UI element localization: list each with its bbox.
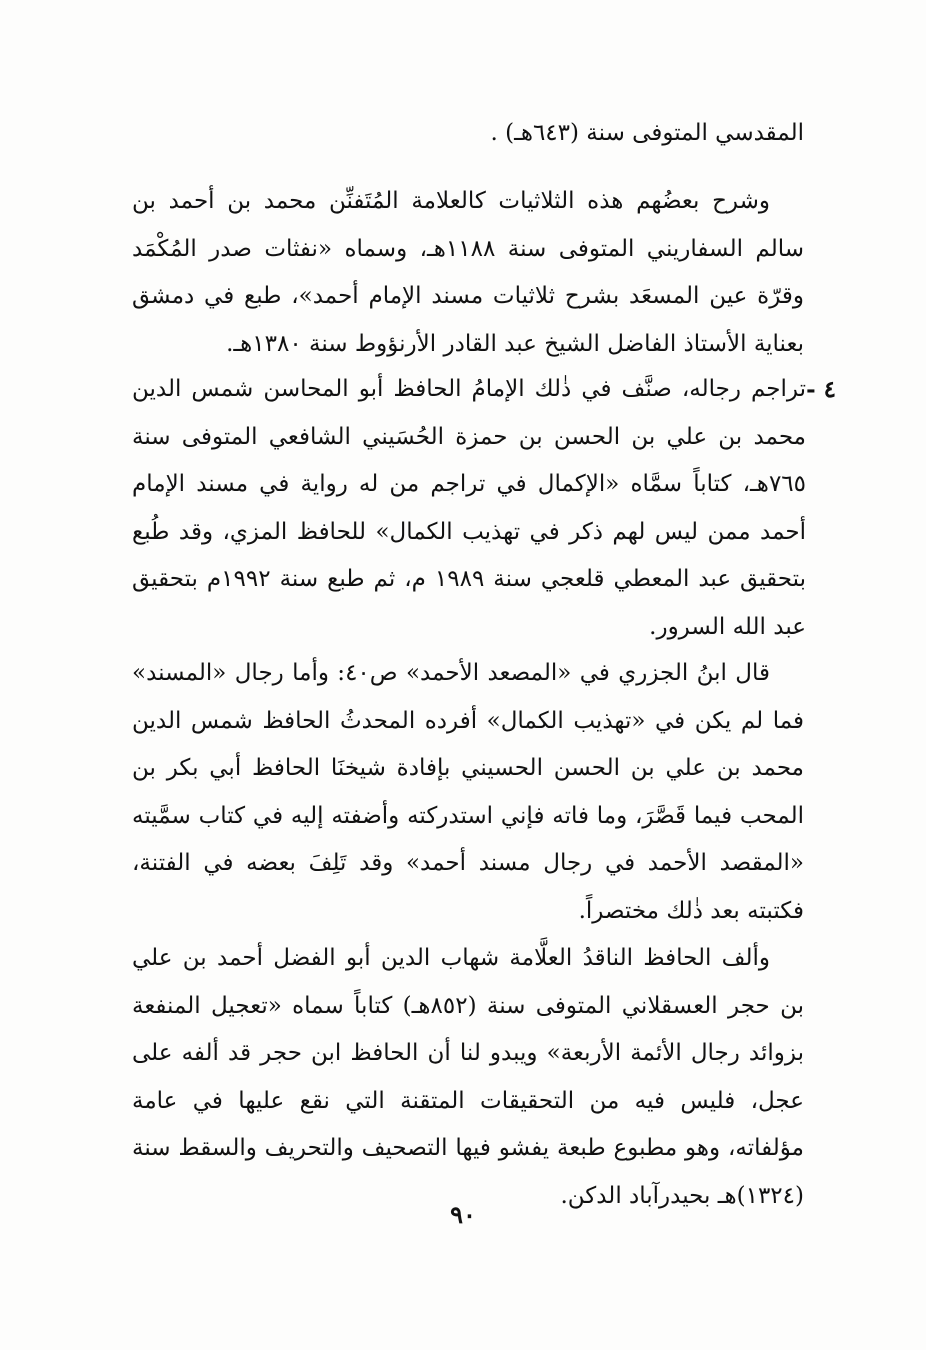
paragraph-continuation <box>132 110 804 158</box>
item-number: ٤ - <box>806 376 836 403</box>
paragraph-ibn-hajar <box>132 935 804 1220</box>
paragraph-text: المقدسي المتوفى سنة (٦٤٣هـ) . <box>490 120 804 146</box>
paragraph-text: وألف الحافظ الناقدُ العلَّامة شهاب الدين أبو الفضل أحمد بن علي بن حجر العسقلاني المتوفى سنة (٨٥٢هـ) كتاباً سماه «تعجيل المنفعة بزوائد رجال الأئمة الأربعة» ويبدو لنا أن الحافظ ابن حجر قد ألفه على عجل، فليس فيه من التحقيقات المتقنة التي نقع عليها في عامة مؤلفاته، وهو مطبوع طبعة يفشو فيها التصحيف والتحريف والسقط سنة (١٣٢٤)هـ بحيدرآباد الدكن. <box>132 945 804 1209</box>
page-number: ٩٠ <box>450 1200 476 1229</box>
numbered-item-4 <box>132 366 836 651</box>
paragraph-text: وشرح بعضُهم هذه الثلاثيات كالعلامة المُتَفنِّن محمد بن أحمد بن سالم السفاريني المتوفى سنة ١١٨٨هـ، وسماه «نفثات صدر المُكْمَد وقرّة عين المسعَد بشرح ثلاثيات مسند الإمام أحمد»، طبع في دمشق بعناية الأستاذ الفاضل الشيخ عبد القادر الأرنؤوط سنة ١٣٨٠هـ. <box>132 188 804 357</box>
paragraph-ibn-jazari-quote <box>132 650 804 935</box>
paragraph-text: تراجم رجاله، صنَّف في ذٰلك الإمامُ الحافظ أبو المحاسن شمس الدين محمد بن علي بن الحسن بن حمزة الحُسَيني الشافعي المتوفى سنة ٧٦٥هـ، كتاباً سمَّاه «الإكمال في تراجم من له رواية في مسند الإمام أحمد ممن ليس لهم ذكر في تهذيب الكمال» للحافظ المزي، وقد طُبع بتحقيق عبد المعطي قلعجي سنة ١٩٨٩ م، ثم طبع سنة ١٩٩٢م بتحقيق عبد الله السرور. <box>132 376 806 640</box>
paragraph-text: قال ابنُ الجزري في «المصعد الأحمد» ص٤٠: وأما رجال «المسند» فما لم يكن في «تهذيب الكمال» أفرده المحدثُ الحافظ شمس الدين محمد بن علي بن الحسن الحسيني بإفادة شيخنَا الحافظ أبي بكر بن المحب فيما قَصَّرَ، وما فاته فإني استدركته وأضفته إليه في كتاب سمَّيته «المقصد الأحمد في رجال مسند أحمد» وقد تَلِفَ بعضه في الفتنة، فكتبته بعد ذٰلك مختصراً. <box>132 660 804 924</box>
paragraph-thulathiyat-commentary <box>132 178 804 368</box>
